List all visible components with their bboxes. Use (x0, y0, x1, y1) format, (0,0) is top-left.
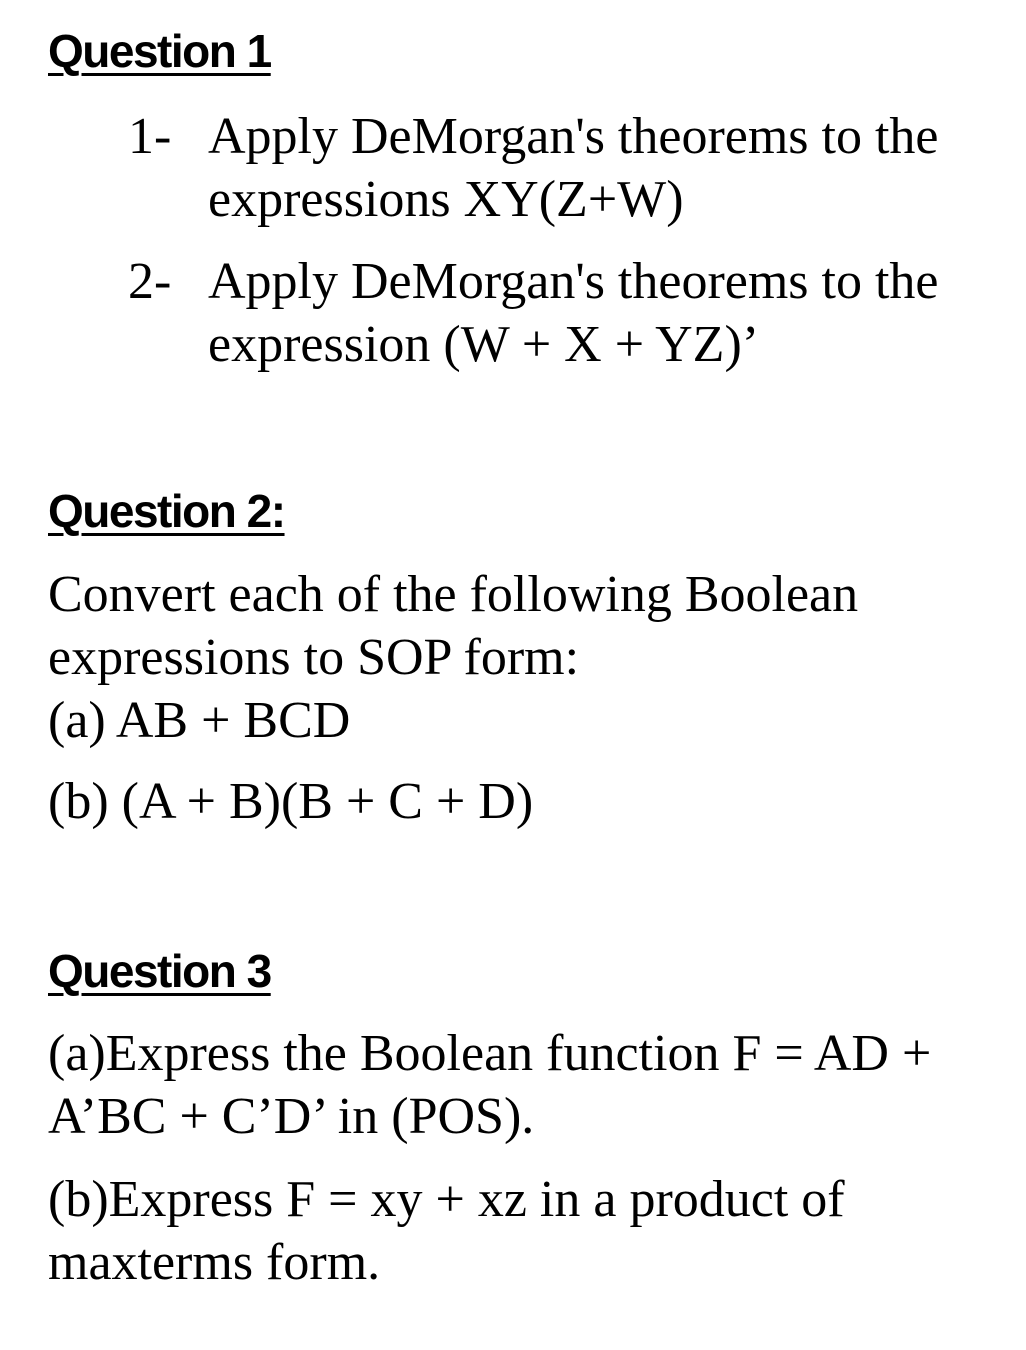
item-text (208, 250, 1008, 376)
item-text-line: Apply DeMorgan's theorems to the (208, 108, 939, 165)
question-3-part-a-line: (a)Express the Boolean function F = AD + (48, 1025, 932, 1082)
question-2-heading: Question 2: (48, 485, 285, 537)
question-1-heading: Question 1 (48, 25, 271, 77)
question-3-part-a (48, 1022, 1008, 1148)
item-text-line: Apply DeMorgan's theorems to the (208, 253, 939, 310)
question-3-part-b-line: maxterms form. (48, 1234, 381, 1291)
question-2-part-a: (a) AB + BCD (48, 692, 351, 749)
item-number: 1- (128, 108, 172, 165)
question-2-intro-line: expressions to SOP form: (48, 629, 580, 686)
item-text-line: expressions XY(Z+W) (208, 171, 684, 228)
question-1-item-1 (128, 105, 1008, 231)
question-2-body (48, 563, 1008, 752)
question-3-part-a-line: A’BC + C’D’ in (POS). (48, 1088, 535, 1145)
item-number: 2- (128, 253, 172, 310)
question-3-part-b-line: (b)Express F = xy + xz in a product of (48, 1171, 845, 1228)
item-text-line: expression (W + X + YZ)’ (208, 316, 760, 373)
question-2-part-b: (b) (A + B)(B + C + D) (48, 773, 534, 830)
item-text (208, 105, 1008, 231)
question-2-part-b-block (48, 770, 1008, 833)
question-3-heading: Question 3 (48, 945, 271, 997)
question-2-intro-line: Convert each of the following Boolean (48, 566, 859, 623)
question-3-part-b (48, 1168, 1008, 1294)
question-1-item-2 (128, 250, 1008, 376)
